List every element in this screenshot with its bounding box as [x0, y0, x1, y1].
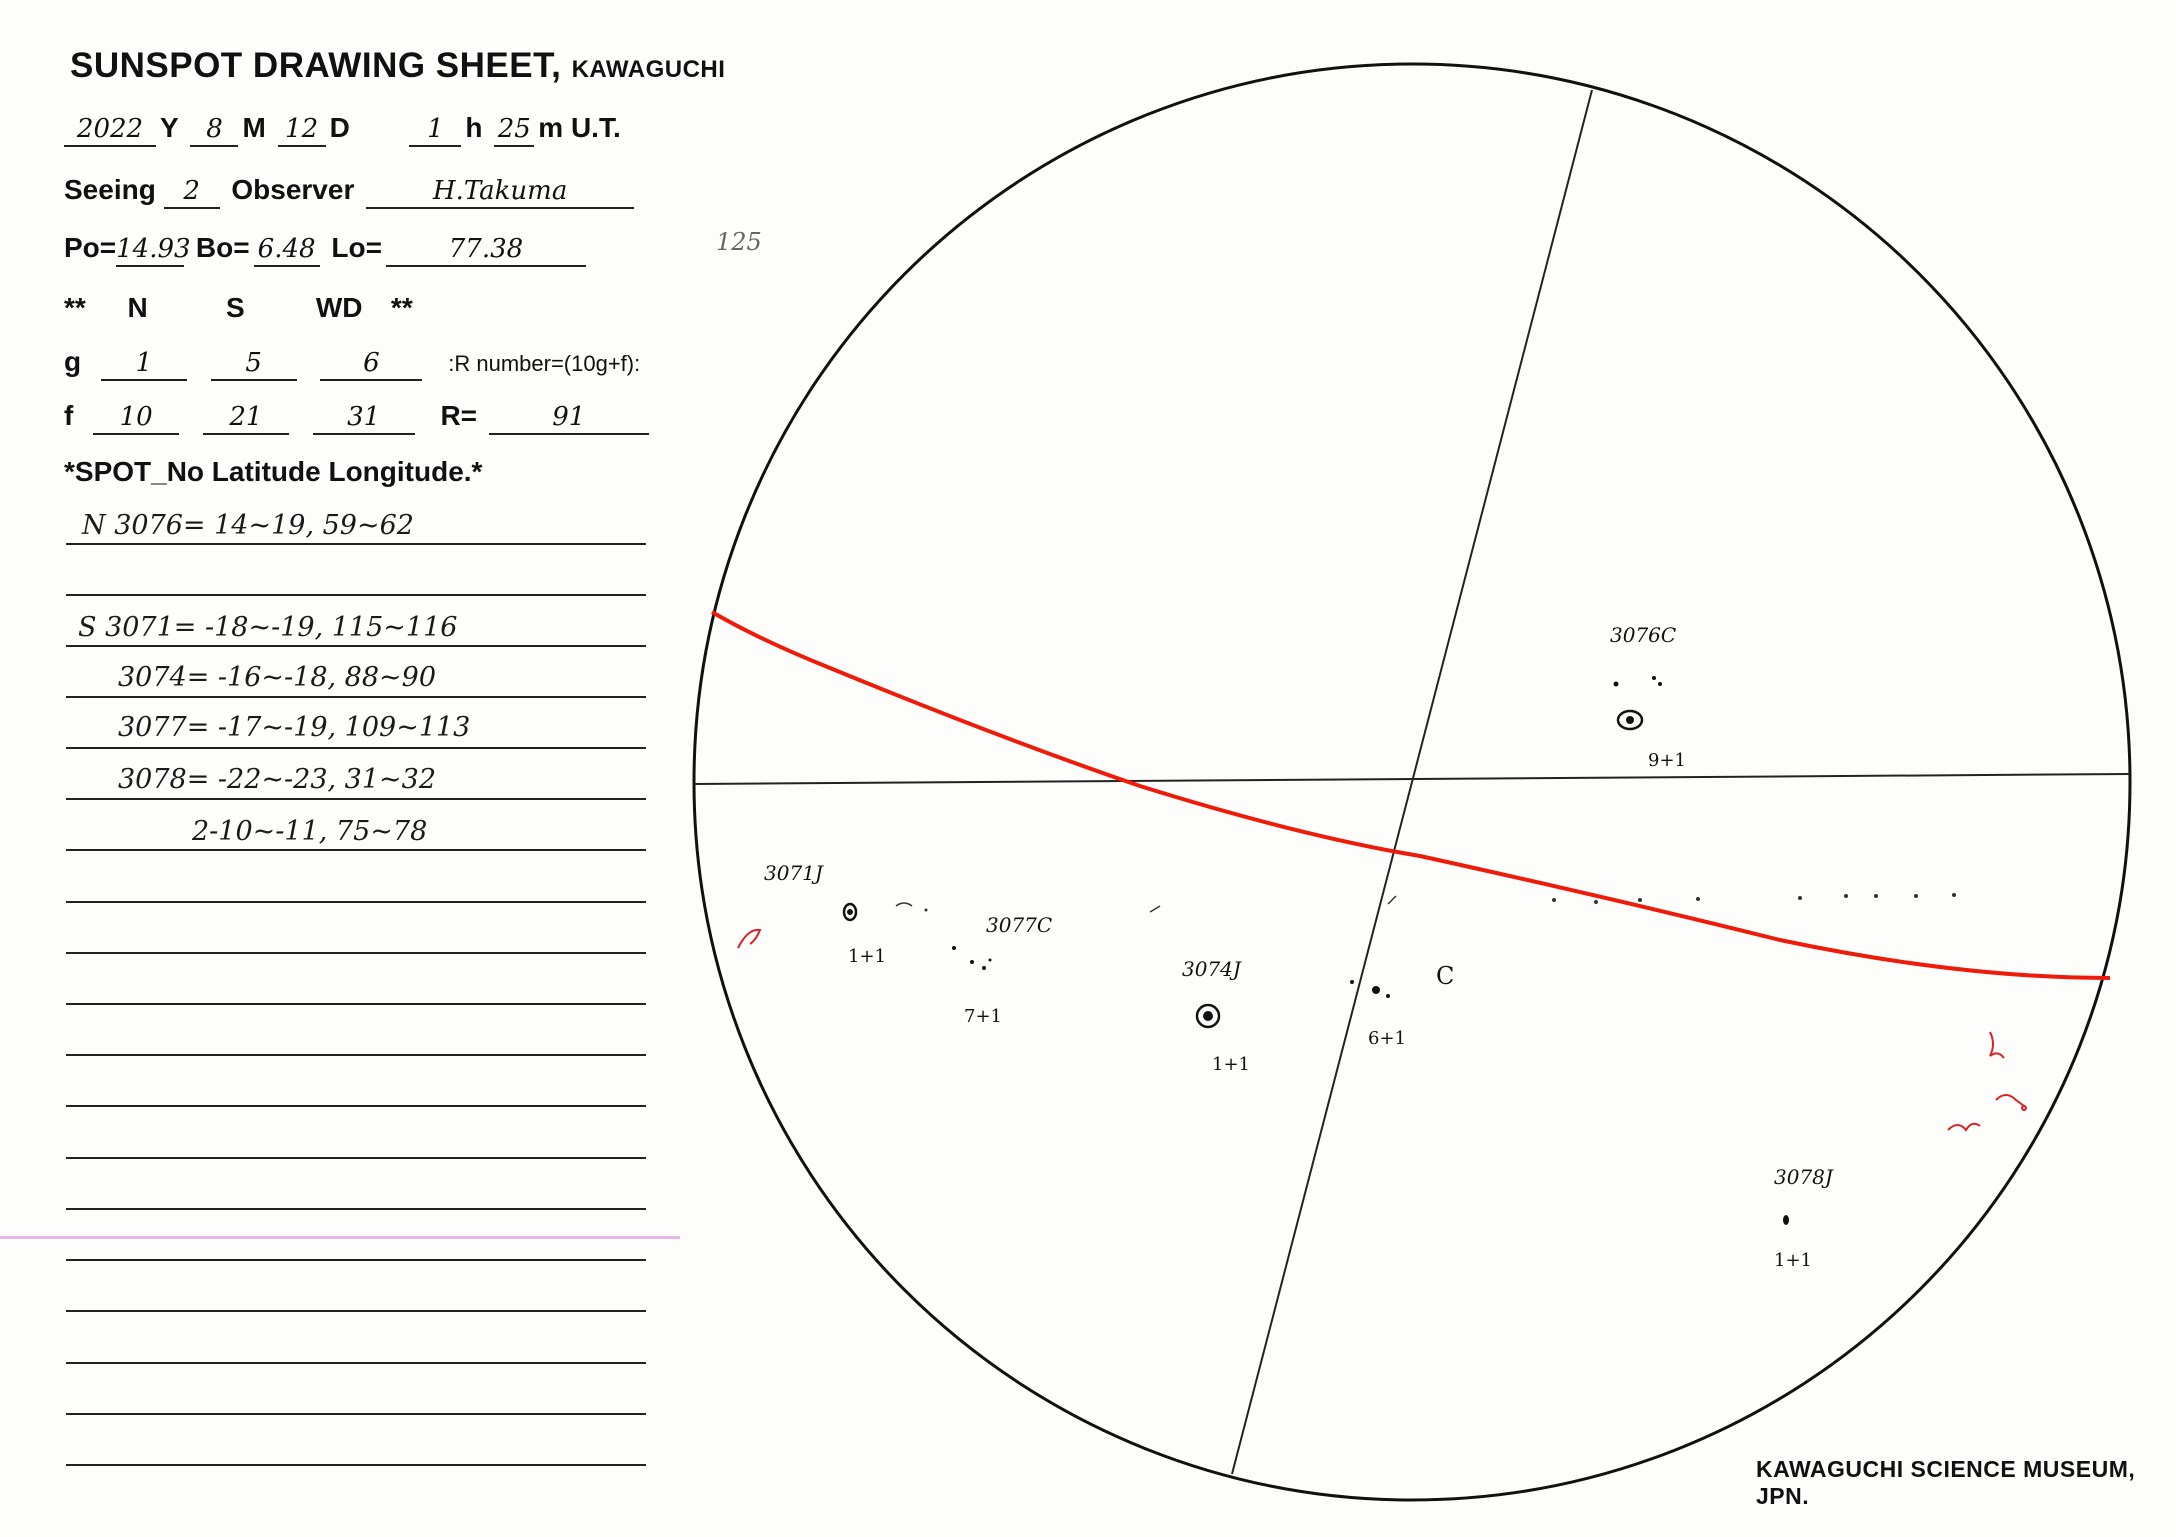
title-text: SUNSPOT DRAWING SHEET, — [70, 46, 562, 85]
stars-right: ** — [390, 292, 413, 323]
r-label: R= — [440, 400, 478, 431]
bo-label: Bo= — [195, 232, 250, 263]
month-label: M — [242, 112, 266, 143]
ecliptic-line — [712, 612, 2110, 978]
count-center: 6+1 — [1368, 1028, 1406, 1049]
po-label: Po= — [64, 232, 117, 263]
hour-field: 1 — [409, 113, 461, 147]
observer-label: Observer — [231, 174, 355, 205]
f-wd-field: 31 — [313, 401, 415, 435]
count-3071: 1+1 — [848, 946, 886, 967]
hour-label: h — [465, 112, 483, 143]
label-3077: 3077C — [986, 913, 1053, 937]
f-n-field: 10 — [93, 401, 179, 435]
spot-group-3076 — [1614, 676, 1663, 729]
f-label: f — [64, 400, 74, 431]
day-label: D — [329, 112, 350, 143]
center-mark: C — [1436, 962, 1455, 990]
spot-entry: 3078= -22~-23, 31~32 — [118, 764, 437, 795]
year-label: Y — [160, 112, 179, 143]
day-field: 12 — [278, 113, 326, 147]
year-field: 2022 — [64, 113, 156, 147]
col-wd-label: WD — [315, 292, 363, 323]
count-3077: 7+1 — [964, 1006, 1002, 1027]
facula-marks-east — [1948, 1032, 2026, 1130]
count-3076: 9+1 — [1648, 750, 1686, 771]
minute-field: 25 — [494, 113, 534, 147]
rotation-axis-line — [1232, 90, 1592, 1474]
spot-group-3077 — [952, 946, 992, 970]
seeing-label: Seeing — [64, 174, 156, 205]
spot-entry: 3074= -16~-18, 88~90 — [118, 662, 437, 693]
stars-left: ** — [64, 292, 86, 323]
count-3074: 1+1 — [1212, 1054, 1250, 1075]
spot-entry: S 3071= -18~-19, 115~116 — [78, 612, 458, 643]
g-wd-field: 6 — [320, 347, 422, 381]
seeing-field: 2 — [164, 175, 220, 209]
margin-note: 125 — [716, 228, 762, 256]
po-field: 14.93 — [116, 233, 184, 267]
r-formula-label: :R number=(10g+f): — [448, 351, 641, 376]
observer-field: H.Takuma — [366, 175, 634, 209]
r-field: 91 — [489, 401, 649, 435]
bo-field: 6.48 — [254, 233, 320, 267]
label-3071: 3071J — [764, 861, 823, 885]
spot-group-center — [1350, 896, 1396, 998]
spot-group-3078 — [1783, 1215, 1789, 1225]
spot-header: *SPOT_No Latitude Longitude.* — [64, 456, 483, 487]
col-s-label: S — [226, 292, 245, 323]
count-3078: 1+1 — [1774, 1250, 1812, 1271]
footer-credit: KAWAGUCHI SCIENCE MUSEUM, JPN. — [1756, 1456, 2136, 1509]
month-field: 8 — [190, 113, 238, 147]
spot-entry: 2-10~-11, 75~78 — [192, 816, 428, 847]
f-s-field: 21 — [203, 401, 289, 435]
label-3078: 3078J — [1774, 1165, 1833, 1189]
label-3074: 3074J — [1182, 957, 1241, 981]
spot-entry: 3077= -17~-19, 109~113 — [118, 712, 471, 743]
lo-label: Lo= — [331, 232, 382, 263]
facula-mark-west — [738, 930, 760, 948]
col-n-label: N — [127, 292, 148, 323]
minute-label: m U.T. — [538, 112, 621, 143]
g-label: g — [64, 346, 82, 377]
title-place: KAWAGUCHI — [571, 56, 726, 83]
spot-group-3071 — [844, 903, 928, 920]
label-3076: 3076C — [1610, 623, 1677, 647]
sunspot — [1783, 1215, 1789, 1225]
g-n-field: 1 — [101, 347, 187, 381]
lo-field: 77.38 — [386, 233, 586, 267]
g-s-field: 5 — [211, 347, 297, 381]
spot-entry: N 3076= 14~19, 59~62 — [82, 510, 414, 541]
